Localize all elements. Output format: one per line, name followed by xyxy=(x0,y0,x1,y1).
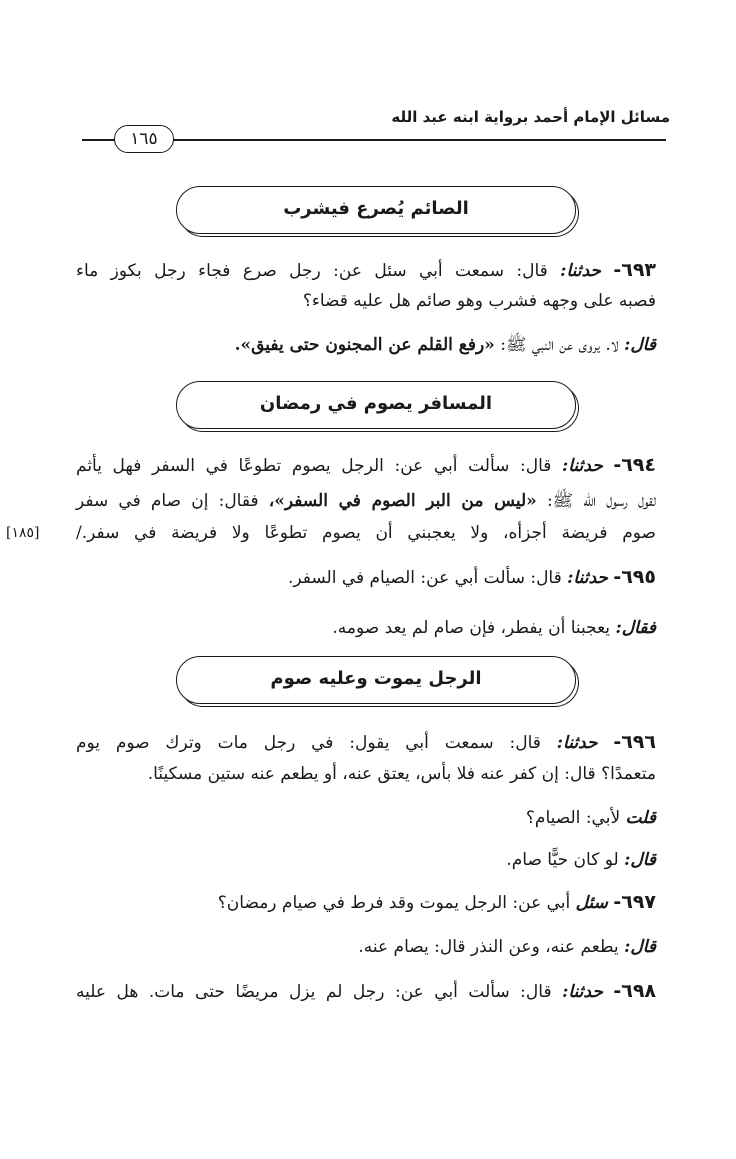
section-heading-text: الرجل يموت وعليه صوم xyxy=(270,668,482,689)
paragraph-697-line-1 xyxy=(218,887,656,917)
running-title: مسائل الإمام أحمد برواية ابنه عبد الله xyxy=(391,108,670,126)
paragraph-695-line-1 xyxy=(288,562,656,592)
question-line xyxy=(526,803,656,833)
narration-keyword: حدثنا: xyxy=(567,568,608,588)
paragraph-text: أبي عن: الرجل يموت وقد فرط في صيام رمضان؟ xyxy=(217,893,571,913)
paragraph-number: ٦٩٦- xyxy=(613,731,656,753)
paragraph-694-line-3: صوم فريضة أجزأه، ولا يعجبني أن يصوم تطوعًا ولا فريضة في سفر./ xyxy=(76,523,656,543)
narration-keyword: حدثنا: xyxy=(561,456,603,476)
paragraph-text: قال: سمعت أبي سئل عن: رجل صرع فجاء رجل بكوز ماء xyxy=(76,261,548,281)
paragraph-text: قال: سألت أبي عن: الرجل يصوم تطوعًا في السفر فهل يأثم xyxy=(76,456,552,476)
section-heading-man-dies-owing-fast xyxy=(176,656,576,704)
question-text: لأبي: الصيام؟ xyxy=(525,808,621,828)
section-heading-text: المسافر يصوم في رمضان xyxy=(259,393,493,414)
paragraph-697-answer xyxy=(358,932,656,962)
answer-text: يعجبنا أن يفطر، فإن صام لم يعد صومه. xyxy=(332,618,611,638)
page-number: ١٦٥ xyxy=(114,125,174,153)
paragraph-number: ٦٩٤- xyxy=(613,454,656,476)
paragraph-number: ٦٩٨- xyxy=(613,980,657,1002)
paragraph-number: ٦٩٧- xyxy=(613,891,656,913)
section-heading-text: الصائم يُصرع فيشرب xyxy=(283,198,469,219)
paragraph-text: قال: سمعت أبي يقول: في رجل مات وترك صوم يوم xyxy=(76,733,541,753)
hadith-quote: «رفع القلم عن المجنون حتى يفيق». xyxy=(234,335,495,355)
manuscript-folio-marker: [١٨٥] xyxy=(6,525,40,541)
answer-line xyxy=(506,845,656,875)
paragraph-text: قال: سألت أبي عن: رجل لم يزل مريضًا حتى مات. هل عليه xyxy=(76,982,552,1002)
answer-text: لو كان حيًّا صام. xyxy=(506,850,619,870)
paragraph-693-line-2: فصبه على وجهه فشرب وهو صائم هل عليه قضاء؟ xyxy=(302,291,656,311)
narration-keyword: حدثنا: xyxy=(560,261,601,281)
section-heading-traveler-fasting xyxy=(176,381,576,429)
paragraph-text: فقال: إن صام في سفر xyxy=(76,491,259,511)
paragraph-695-answer xyxy=(332,613,656,643)
answer-text: لا. يروى عن النبي ﷺ: xyxy=(500,335,619,355)
section-heading-fasting-seizure xyxy=(176,186,576,234)
paragraph-number: ٦٩٥- xyxy=(613,566,656,588)
hadith-quote: «ليس من البر الصوم في السفر»، xyxy=(268,491,537,511)
answer-keyword: قال: xyxy=(624,937,656,957)
answer-keyword: قال: xyxy=(624,850,656,870)
paragraph-694-line-2 xyxy=(76,486,656,516)
narration-keyword: حدثنا: xyxy=(556,733,598,753)
narration-keyword: حدثنا: xyxy=(562,982,603,1002)
paragraph-696-line-1 xyxy=(76,727,656,757)
paragraph-693-line-1 xyxy=(76,255,656,285)
paragraph-text: قال: سألت أبي عن: الصيام في السفر. xyxy=(287,568,562,588)
question-keyword: قلت xyxy=(625,808,656,828)
answer-keyword: فقال: xyxy=(615,618,656,638)
paragraph-696-line-2: متعمدًا؟ قال: إن كفر عنه فلا بأس، يعتق عنه، أو يطعم عنه ستين مسكينًا. xyxy=(147,764,656,784)
paragraph-number: ٦٩٣- xyxy=(613,259,657,281)
paragraph-693-answer xyxy=(235,330,656,360)
paragraph-698-line-1 xyxy=(76,976,656,1006)
narration-keyword: سئل xyxy=(575,893,608,913)
answer-keyword: قال: xyxy=(624,335,656,355)
paragraph-text: لقول رسول الله ﷺ: xyxy=(546,491,656,511)
paragraph-694-line-1 xyxy=(76,450,656,480)
answer-text: يطعم عنه، وعن النذر قال: يصام عنه. xyxy=(358,937,619,957)
